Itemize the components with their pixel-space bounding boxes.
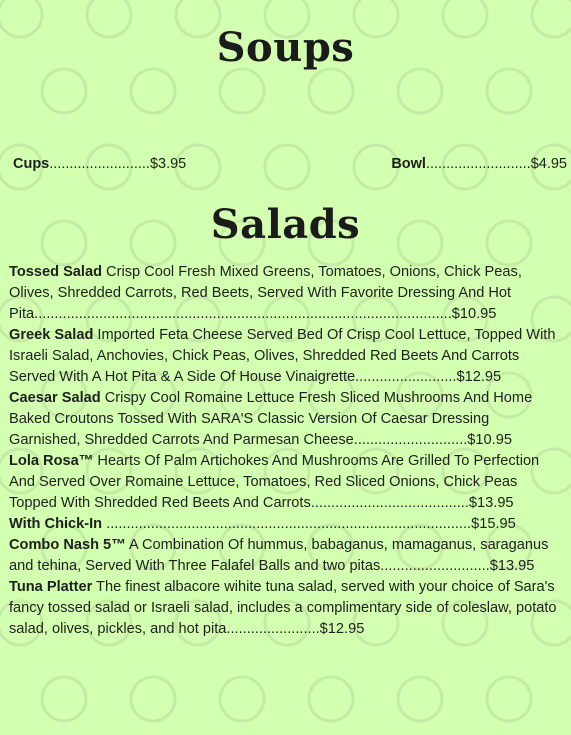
bowl-price: ..........................$4.95 [425,156,567,172]
item-name: Combo Nash 5™ [9,537,126,553]
cups-price-line [13,156,186,172]
item-price: .......................................................................................................$10.95 [34,306,497,322]
item-price: .......................$12.95 [226,621,365,637]
item-description: A Combination Of hummus, babaganus, mamaganus, saraganus and tehina, Served With Three Falafel Balls and two pitas [9,537,549,574]
menu-item-caesar-salad [9,388,564,451]
menu-item-tossed-salad [9,262,564,325]
menu-item-greek-salad [9,325,564,388]
item-price: .......................................$13.95 [310,495,514,511]
item-price: .........................$12.95 [355,369,502,385]
item-name: Tossed Salad [9,264,102,280]
salads-heading: Salads [210,201,361,248]
bowl-label: Bowl [391,156,426,172]
menu-item-combo-nash-5 [9,535,564,577]
cups-label: Cups [13,156,50,172]
item-price: ...........................$13.95 [380,558,535,574]
bowl-price-line [391,156,567,172]
item-description: The finest albacore wihite tuna salad, served with your choice of Sara's fancy tossed salad or Israeli salad, includes a complimentary side of coleslaw, potato salad, olives, pickles, and hot pita [9,579,557,637]
salad-menu-list [9,262,564,640]
item-price: ............................$10.95 [353,432,512,448]
cups-price: .........................$3.95 [49,156,187,172]
soups-heading: Soups [216,24,355,71]
item-name: Caesar Salad [9,390,101,406]
item-name: With Chick-In [9,516,103,532]
item-description: Hearts Of Palm Artichokes And Mushrooms Are Grilled To Perfection And Served Over Romaine Lettuce, Tomatoes, Red Sliced Onions, Chick Peas Topped With Shredded Red Beets And Carrots [9,453,540,511]
menu-item-lola-rosa [9,451,564,514]
item-name: Tuna Platter [9,579,93,595]
item-name: Lola Rosa™ [9,453,94,469]
menu-item-with-chick-in [9,514,564,535]
item-description: Imported Feta Cheese Served Bed Of Crisp Cool Lettuce, Topped With Israeli Salad, Anchovies, Chick Peas, Olives, Shredded Red Beets And Carrots Served With A Hot Pita & A Side Of House Vinaigrette [9,327,556,385]
menu-item-tuna-platter [9,577,564,640]
item-description: Crisp Cool Fresh Mixed Greens, Tomatoes, Onions, Chick Peas, Olives, Shredded Carrots, Red Beets, Served With Favorite Dressing And Hot Pita [9,264,522,322]
item-description: Crispy Cool Romaine Lettuce Fresh Sliced Mushrooms And Home Baked Croutons Tossed With SARA'S Classic Version Of Caesar Dressing Garnished, Shredded Carrots And Parmesan Cheese [9,390,533,448]
item-name: Greek Salad [9,327,94,343]
item-price: ..........................................................................................$15.95 [106,516,516,532]
